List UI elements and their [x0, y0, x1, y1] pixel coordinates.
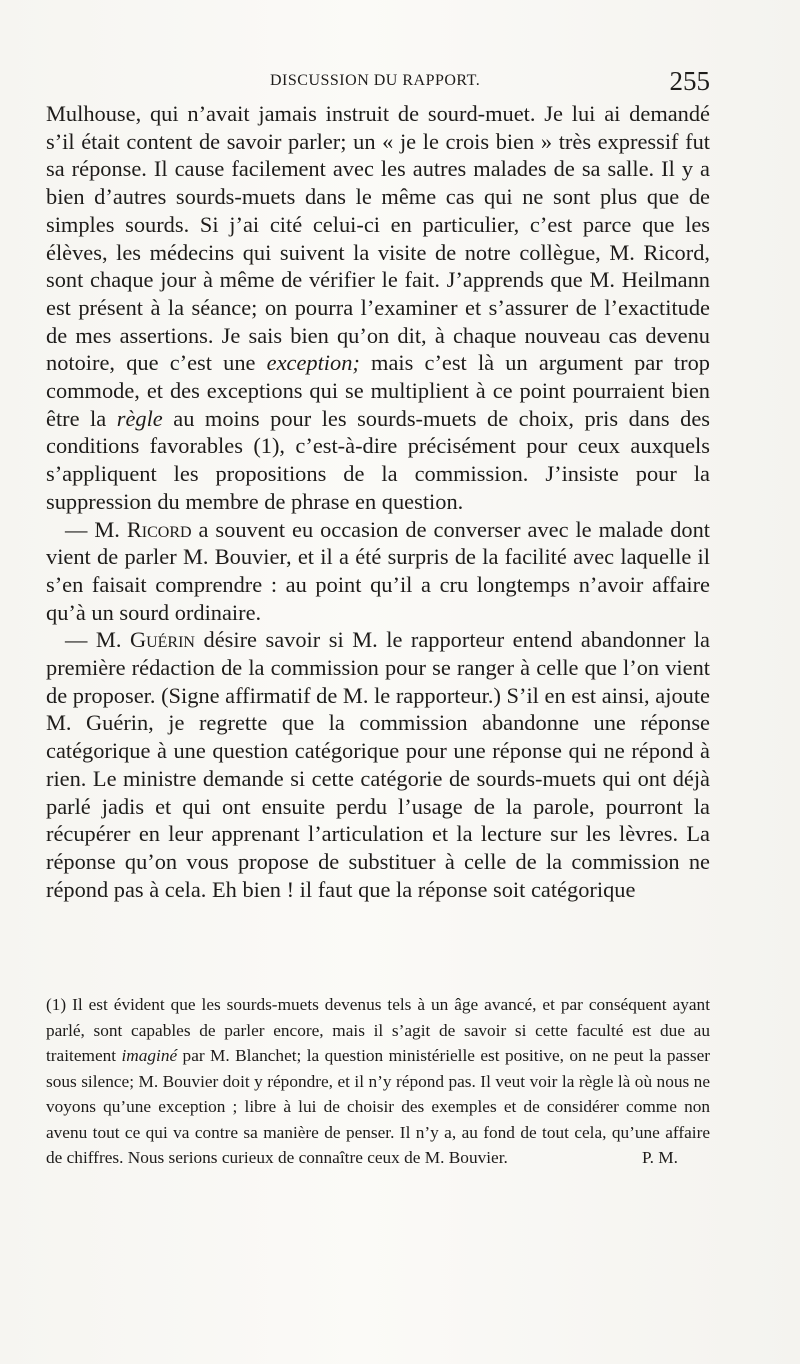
speaker-prefix: — M. — [65, 516, 127, 542]
text-run: par M. Blanchet; la question ministérielle est positive, on ne peut la passer sous silence; M. Bouvier doit y répondre, et il n’y répond pas. Il veut voir la règle là où nous ne voyons qu’une exception ; libre à lui de choisir des exemples et de considérer comme non avenu tout ce qui va contre sa manière de penser. Il n’y a, au fond de tout cela, qu’une affaire de chiffres. Nous serions curieux de connaître ceux de M. Bouvier. — [46, 1046, 711, 1167]
paragraph-bouvier — [46, 100, 710, 516]
text-run: mais c’est là un argument par trop commode, et des exceptions qui se multiplient à ce point pourraient bien être la — [46, 350, 710, 431]
text-run: au moins pour les sourds-muets de choix, pris dans des conditions favorables (1), c’est-à-dire précisément pour ceux auxquels s’appliquent les propositions de la commission. J’insiste pour la suppression du membre de phrase en question. — [46, 405, 710, 514]
running-head: DISCUSSION DU RAPPORT. — [270, 72, 481, 89]
speaker-prefix: — M. — [65, 627, 130, 653]
page-header — [46, 66, 710, 100]
page-number: 255 — [669, 66, 710, 96]
footnote-signature: P. M. — [641, 1148, 678, 1167]
paragraph-guerin — [46, 626, 710, 903]
speaker-name: Guérin — [129, 627, 195, 653]
footnote-paragraph — [46, 992, 710, 1171]
emphasis: imaginé — [121, 1046, 178, 1065]
text-run: désire savoir si M. le rapporteur entend abandonner la première rédaction de la commission pour se ranger à celle que l’on vient de proposer. (Signe affirmatif de M. le rapporteur.) S’il en est ainsi, ajoute M. Guérin, je regrette que la commission abandonne une réponse catégorique à une question catégorique pour une réponse qui ne répond à rien. Le ministre demande si cette catégorie de sourds-muets qui ont déjà parlé jadis et qui ont ensuite perdu l’usage de la parole, pourront la récupérer en leur apprenant l’articulation et la lecture sur les lèvres. La réponse qu’on vous propose de substituer à celle de la commission ne répond pas à cela. Eh bien ! il faut que la réponse soit catégorique — [46, 627, 710, 902]
text-run: a souvent eu occasion de converser avec le malade dont vient de parler M. Bouvier, et il a été surpris de la facilité avec laquelle il s’en faisait comprendre : au point qu’il a cru longtemps n’avoir affaire qu’à un sourd ordinaire. — [46, 516, 710, 625]
footnote — [46, 992, 710, 1171]
main-text — [46, 100, 710, 903]
speaker-name: Ricord — [126, 516, 192, 542]
emphasis: règle — [116, 405, 163, 431]
text-run: (1) Il est évident que les sourds-muets devenus tels à un âge avancé, et par conséquent ayant parlé, sont capables de parler encore, mais il s’agit de savoir si cette faculté est due au traitement — [46, 995, 710, 1065]
text-run: Mulhouse, qui n’avait jamais instruit de sourd-muet. Je lui ai demandé s’il était content de savoir parler; un « je le crois bien » très expressif fut sa réponse. Il cause facilement avec les autres malades de sa salle. Il y a bien d’autres sourds-muets dans le même cas qui ne sont plus que de simples sourds. Si j’ai cité celui-ci en particulier, c’est parce que les élèves, les médecins qui suivent la visite de notre collègue, M. Ricord, sont chaque jour à même de vérifier le fait. J’apprends que M. Heilmann est présent à la séance; on pourra l’examiner et s’assurer de l’exactitude de mes assertions. Je sais bien qu’on dit, à chaque nouveau cas devenu notoire, que c’est une — [46, 101, 710, 376]
paragraph-ricord — [46, 516, 710, 627]
emphasis: exception; — [266, 350, 360, 376]
